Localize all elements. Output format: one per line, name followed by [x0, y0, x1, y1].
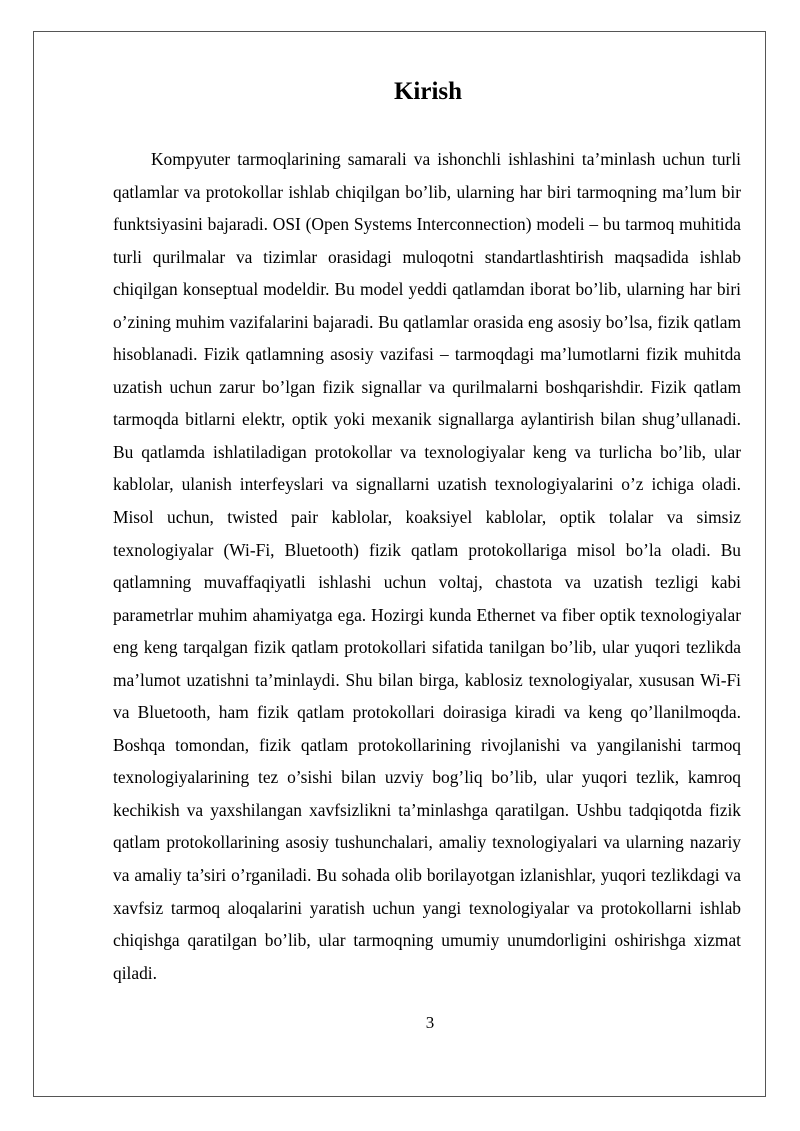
document-title: Kirish [393, 78, 463, 105]
body-paragraph: Kompyuter tarmoqlarining samarali va ishonchli ishlashini ta’minlash uchun turli qatlamlar va protokollar ishlab chiqilgan bo’lib, ularning har biri tarmoqning ma’lum bir funktsiyasini bajaradi. OSI (Open Systems Interconnection) modeli – bu tarmoq muhitida turli qurilmalar va tizimlar orasidagi muloqotni standartlashtirish maqsadida ishlab chiqilgan konseptual modeldir. Bu model yeddi qatlamdan iborat bo’lib, ularning har biri o’zining muhim vazifalarini bajaradi. Bu qatlamlar orasida eng asosiy bo’lsa, fizik qatlam hisoblanadi. Fizik qatlamning asosiy vazifasi – tarmoqdagi ma’lumotlarni fizik muhitda uzatish uchun zarur bo’lgan fizik signallar va qurilmalarni boshqarishdir. Fizik qatlam tarmoqda bitlarni elektr, optik yoki mexanik signallarga aylantirish bilan shug’ullanadi. Bu qatlamda ishlatiladigan protokollar va texnologiyalar keng va turlicha bo’lib, ular kablolar, ulanish interfeyslari va signallarni uzatish texnologiyalarini o’z ichiga oladi. Misol uchun, twisted pair kablolar, koaksiyel kablolar, optik tolalar va simsiz texnologiyalar (Wi-Fi, Bluetooth) fizik qatlam protokollariga misol bo’la oladi. Bu qatlamning muvaffaqiyatli ishlashi uchun voltaj, chastota va uzatish tezligi kabi parametrlar muhim ahamiyatga ega. Hozirgi kunda Ethernet va fiber optik texnologiyalar eng keng tarqalgan fizik qatlam protokollari sifatida tanilgan bo’lib, ular yuqori tezlikda ma’lumot uzatishni ta’minlaydi. Shu bilan birga, kablosiz texnologiyalar, xususan Wi-Fi va Bluetooth, ham fizik qatlam protokollari doirasiga kiradi va keng qo’llanilmoqda. Boshqa tomondan, fizik qatlam protokollarining rivojlanishi va yangilanishi tarmoq texnologiyalarining tez o’sishi bilan uzviy bog’liq bo’lib, ular yuqori tezlik, kamroq kechikish va yaxshilangan xavfsizlikni ta’minlashga qaratilgan. Ushbu tadqiqotda fizik qatlam protokollarining asosiy tushunchalari, amaliy texnologiyalari va ularning nazariy va amaliy ta’siri o’rganiladi. Bu sohada olib borilayotgan izlanishlar, yuqori tezlikdagi va xavfsiz tarmoq aloqalarini yaratish uchun yangi texnologiyalar va protokollarni ishlab chiqishga qaratilgan bo’lib, ular tarmoqning umumiy unumdorligini oshirishga xizmat qiladi. [113, 149, 741, 983]
page-number: 3 [425, 1013, 435, 1032]
